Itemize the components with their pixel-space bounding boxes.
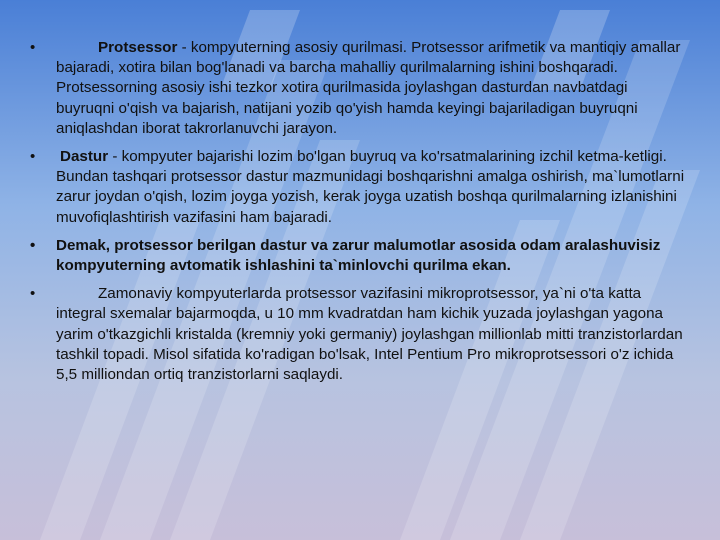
slide-content: [0, 38, 720, 393]
bullet-demak: [30, 236, 686, 276]
bullet-marker: •: [30, 236, 36, 254]
text-demak: Demak, protsessor berilgan dastur va zarur malumotlar asosida odam aralashuvisiz kompyuterning avtomatik ishlashini ta`minlovchi qurilma ekan.: [56, 236, 661, 275]
bullet-marker: •: [30, 39, 36, 56]
text-zamonaviy: Zamonaviy kompyuterlarda protsessor vazifasini mikroprotsessor, ya`ni o'ta katta integral sxemalar bajarmoqda, u 10 mm kvadratdan ham kichik yuzada joylashgan yagona yarim o'tkazgichli kristalda (kremniy yoki germaniy) joylashgan millionlab mitti tranzistorlardan tashkil topadi. Misol sifatida ko'radigan bo'lsak, Intel Pentium Pro mikroprotsessori o'z ichida 5,5 milliondan ortiq tranzistorlarni saqlaydi.: [56, 285, 683, 384]
text-dastur: - kompyuter bajarishi lozim bo'lgan buyruq va ko'rsatmalarining izchil ketma-ketligi. Bundan tashqari protsessor dastur mazmunidagi boshqarishni amalga oshirish, ma`lumotlarni zarur joydan o'qish, lozim joyga yozish, kerak joyga uzatish boshqa qurilmalarning izlanishini muvofiqlashtirish vazifasini ham bajaradi.: [56, 148, 685, 226]
term-dastur: Dastur: [60, 148, 109, 166]
text-protsessor: - kompyuterning asosiy qurilmasi. Protsessor arifmetik va mantiqiy amallar bajaradi, xotira bilan bog'lanadi va barcha mahalliy qurilmalarning ishini boshqaradi. Protsessorning asosiy ishi tezkor xotira qurilmasida joylashgan dasturdan navbatdagi buyruqni o'qish va bajarish, natijani yozib qo'yish hamda keyingi bajariladigan buyruqni aniqlashdan iborat takrorlanuvchi jarayon.: [56, 39, 681, 137]
bullet-protsessor: [30, 38, 686, 139]
term-protsessor: Protsessor: [98, 39, 178, 56]
bullet-dastur: [30, 147, 686, 228]
bullet-marker: •: [30, 148, 36, 166]
bullet-zamonaviy: [30, 284, 686, 385]
bullet-marker: •: [30, 285, 36, 303]
